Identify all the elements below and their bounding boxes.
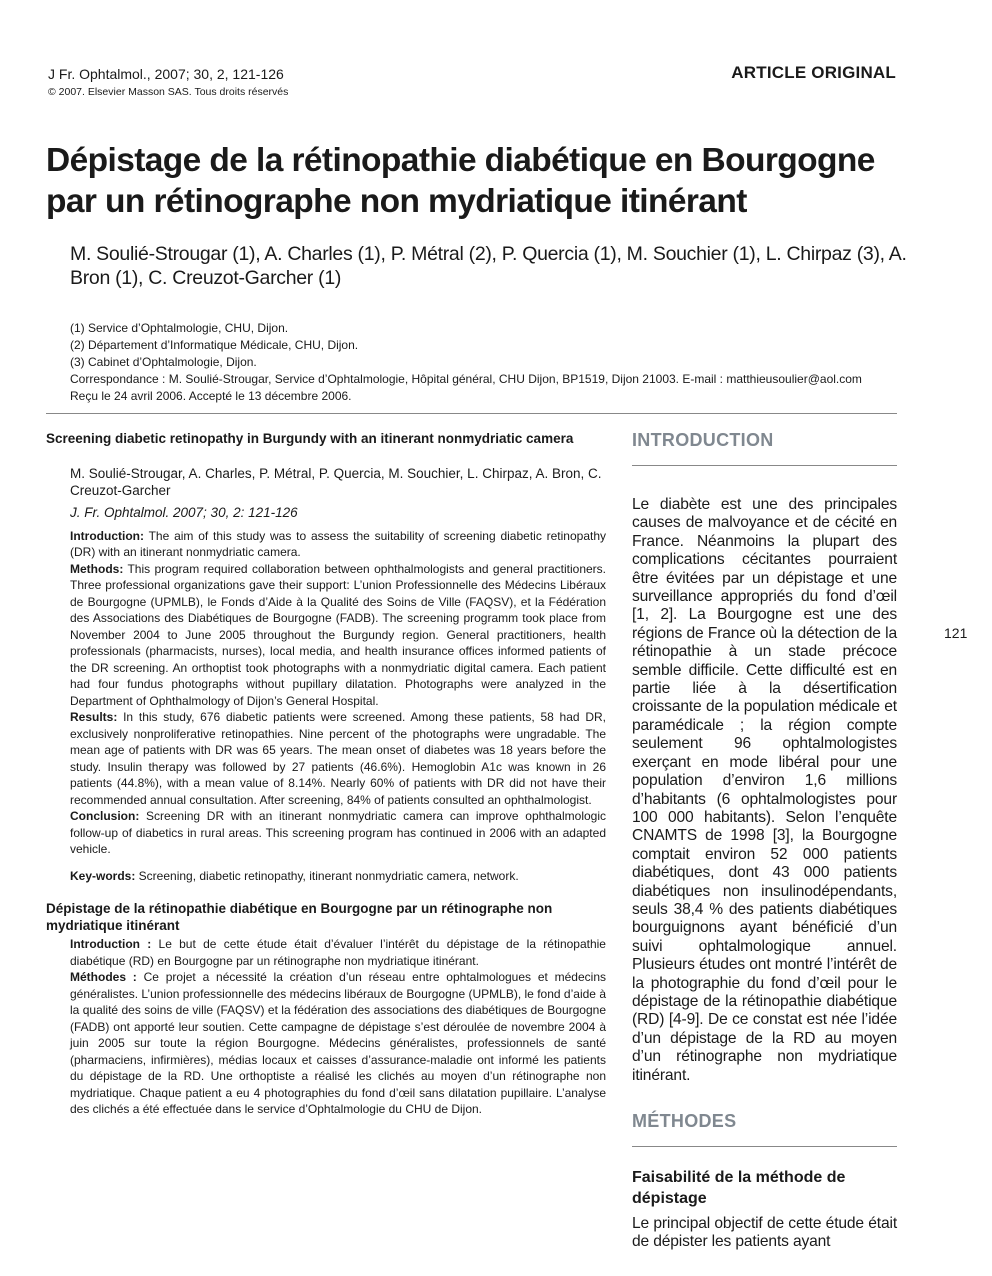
section-text: Screening DR with an itinerant nonmydriatic camera can improve ophthalmologic follow-up of diabetics in rural areas. This screening program has continued in 2006 with an adapted vehicle. bbox=[70, 809, 606, 856]
author-list: M. Soulié-Strougar (1), A. Charles (1), P. Métral (2), P. Quercia (1), M. Souchier (1), L. Chirpaz (3), A. Bron (1), C. Creuzot-Garcher (1) bbox=[70, 243, 907, 289]
section-text: In this study, 676 diabetic patients were screened. Among these patients, 58 had DR, exclusively nonproliferative retinopathies. Nine percent of the photographs were ungradable. The mean age of patients with DR was 65 years. The mean onset of diabetes was 18 years before the study. Insulin therapy was followed by 27 patients (46.6%). Hemoglobin A1c was known in 26 patients (44.8%), with a mean value of 8.14%. Nearly 60% of patients with DR did not have their recommended annual consultation. After screening, 84% of patients consulted an ophthalmologist. bbox=[70, 710, 606, 807]
keywords-label: Key-words: bbox=[70, 868, 136, 883]
section-label: Results: bbox=[70, 710, 118, 724]
keywords-text: Screening, diabetic retinopathy, itinerant nonmydriatic camera, network. bbox=[135, 868, 519, 883]
section-label: Introduction : bbox=[70, 937, 152, 951]
section-text: Ce projet a nécessité la création d’un réseau entre ophtalmologues et médecins généralistes. L’union professionnelle des médecins libéraux de Bourgogne (UPMLB), le fond d’aide à la qualité des soins de ville (FAQSV) et la fédération des associations des diabétiques de Bourgogne (FADB) ont apporté leur soutien. Cette campagne de dépistage s’est déroulée de novembre 2004 à juin 2005 sur toute la région Bourgogne. Médecins généralistes, professionnels de santé (pharmaciens, infirmières), médias locaux et caisses d’assurance-maladie ont informé les patients du dépistage de la RD. Une orthoptiste a réalisé les clichés au moyen d’un rétinographe non mydriatique. Chaque patient a eu 4 photographies du fond d’œil sans dilatation pupillaire. L’analyse des clichés a été effectuée dans le service d’Ophtalmologie du CHU de Dijon. bbox=[70, 970, 606, 1116]
methods-subheading: Faisabilité de la méthode de dépistage bbox=[632, 1169, 846, 1207]
affiliation-2: (2) Département d’Informatique Médicale, CHU, Dijon. bbox=[70, 338, 359, 352]
english-abstract-authors: M. Soulié-Strougar, A. Charles, P. Métral, P. Quercia, M. Souchier, L. Chirpaz, A. Bron, C. Creuzot-Garcher bbox=[70, 466, 602, 498]
header-divider bbox=[46, 413, 897, 414]
section-label: Methods: bbox=[70, 561, 124, 576]
affiliation-1: (1) Service d’Ophtalmologie, CHU, Dijon. bbox=[70, 321, 289, 335]
body-column bbox=[632, 430, 897, 1252]
french-abstract-title: Dépistage de la rétinopathie diabétique en Bourgogne par un rétinographe non mydriatique itinérant bbox=[46, 901, 553, 933]
english-abstract-title: Screening diabetic retinopathy in Burgundy with an itinerant nonmydriatic camera bbox=[46, 431, 574, 446]
received-date: Reçu le 24 avril 2006. Accepté le 13 décembre 2006. bbox=[70, 389, 352, 403]
section-text: This program required collaboration between ophthalmologists and general practitioners. Three professional organizations gave their support: L’union Professionnelle des Médecins Libéraux de Bourgogne (UPMLB), le Fonds d’Aide à la Qualité des Soins de Ville (FAQSV), et la Fédération des Associations des Diabétiques de Bourgogne (FADB). The screening programm took place from November 2004 to June 2005 throughout the Burgundy region. General practitioners, health professionals (pharmacists, nurses), local media, and health insurance offices informed patients of the DR screening. An orthoptist took photographs with a nonmydriatic digital camera. Each patient had four fundus photographs without pupillary dilatation. Photographs were analyzed in the Department of Ophthalmology of Dijon’s General Hospital. bbox=[70, 561, 606, 708]
section-text: Le but de cette étude était d’évaluer l’intérêt du dépistage de la rétinopathie diabétique (RD) en Bourgogne par un rétinographe non mydriatique itinérant. bbox=[70, 937, 606, 968]
journal-reference: J Fr. Ophtalmol., 2007; 30, 2, 121-126 bbox=[48, 66, 284, 82]
abstract-introduction bbox=[70, 528, 606, 561]
introduction-heading: INTRODUCTION bbox=[632, 430, 897, 466]
affiliations bbox=[70, 320, 930, 405]
resume-methodes bbox=[70, 969, 606, 1118]
affiliation-3: (3) Cabinet d’Ophtalmologie, Dijon. bbox=[70, 355, 257, 369]
copyright-notice: © 2007. Elsevier Masson SAS. Tous droits réservés bbox=[48, 86, 289, 98]
methods-text: Le principal objectif de cette étude était de dépister les patients ayant bbox=[632, 1215, 897, 1251]
abstract-column bbox=[46, 430, 606, 1118]
english-abstract-citation: J. Fr. Ophtalmol. 2007; 30, 2: 121-126 bbox=[70, 505, 298, 520]
article-title: Dépistage de la rétinopathie diabétique en Bourgogne par un rétinographe non mydriatique itinérant bbox=[46, 142, 875, 220]
resume-introduction bbox=[70, 936, 606, 969]
introduction-text: Le diabète est une des principales causes de malvoyance et de cécité en France. Néanmoins la plupart des complications cécitantes pourraient être évitées par un dépistage et une surveillance appropriés du fond d’œil [1, 2]. La Bourgogne est une des régions de France où la détection de la rétinopathie à un stade précoce semble difficile. Cette difficulté est en partie liée à la désertification croissante de la population médicale et paramédicale ; la région compte seulement 96 ophtalmologistes exerçant en mode libéral pour une population d’environ 1,6 millions d’habitants (6 ophtalmologistes pour 100 000 habitants). Selon l’enquête CNAMTS de 1998 [3], la Bourgogne comptait environ 52 000 patients diabétiques, dont 43 000 patients diabétiques non insulinodépendants, seuls 38,4 % des patients diabétiques bourguignons ayant bénéficié d’un suivi ophtalmologique annuel. Plusieurs études ont montré l’intérêt de la photographie du fond d’œil pour le dépistage de la rétinopathie diabétique (RD) [4-9]. De ce constat est née l’idée d’un dépistage de la RD au moyen d’un rétinographe non mydriatique itinérant. bbox=[632, 496, 897, 1084]
abstract-results bbox=[70, 709, 606, 808]
abstract-methods bbox=[70, 561, 606, 710]
correspondence: Correspondance : M. Soulié-Strougar, Service d’Ophtalmologie, Hôpital général, CHU Dijon, BP1519, Dijon 21003. E-mail : matthieusoulier@aol.com bbox=[70, 372, 862, 386]
page-number: 121 bbox=[944, 625, 968, 641]
methods-heading: MÉTHODES bbox=[632, 1111, 897, 1147]
section-label: Introduction: bbox=[70, 528, 144, 543]
section-text: The aim of this study was to assess the suitability of screening diabetic retinopathy (DR) with an itinerant nonmydriatic camera. bbox=[70, 528, 606, 559]
section-label: Conclusion: bbox=[70, 809, 140, 823]
document-type-label: ARTICLE ORIGINAL bbox=[731, 63, 896, 82]
abstract-conclusion bbox=[70, 808, 606, 858]
section-label: Méthodes : bbox=[70, 970, 137, 984]
keywords bbox=[70, 868, 606, 885]
